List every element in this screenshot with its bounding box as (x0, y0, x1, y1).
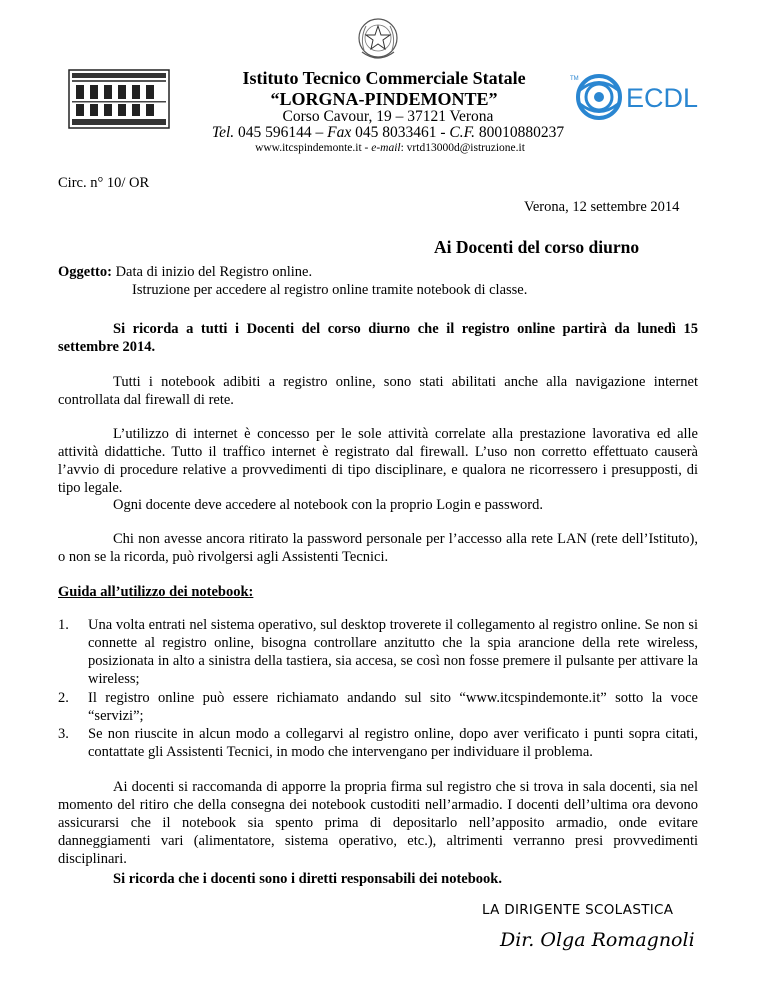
password-paragraph (58, 530, 698, 566)
list-item (58, 616, 698, 688)
trademark-label: TM (570, 76, 579, 82)
notebook-paragraph (58, 373, 698, 409)
circular-number: Circ. n° 10/ OR (58, 175, 150, 191)
responsibility-paragraph (58, 870, 698, 888)
list-item (58, 689, 698, 725)
cf-value: 80010880237 (474, 124, 565, 141)
email-label: e-mail (371, 142, 401, 154)
internet-usage-text: L’utilizzo di internet è concesso per le sole attività correlate alla prestazione lavorativa ed alle attività didattiche. Tutto il traffico internet è registrato dal firewall. L’uso non corretto effettuato causerà l’avvio di procedure relative a provvedimenti di tipo disciplinare, e qualora ne ricorressero i presupposti, di tipo legale. (58, 426, 698, 496)
signatory-title: LA DIRIGENTE SCOLASTICA (482, 902, 674, 918)
list-text: Una volta entrati nel sistema operativo, sul desktop troverete il collegamento al registro online. Se non si connette al registro online, bisogna controllare anzitutto che la spia arancione della rete wireless, posizionata in alto a sinistra della tastiera, sia accesa, se così non fosse premere il pulsante per attivare la wireless; (88, 617, 698, 687)
web-line (170, 142, 610, 154)
website-link[interactable]: www.itcspindemonte.it - (255, 142, 372, 154)
list-number: 3. (58, 726, 69, 742)
subject-line-1: Data di inizio del Registro online. (111, 264, 313, 280)
institute-name: Istituto Tecnico Commerciale Statale (242, 68, 526, 88)
institute-address: Corso Cavour, 19 – 37121 Verona (282, 108, 494, 125)
list-text: Il registro online può essere richiamato andando sul sito “www.itcspindemonte.it” sotto la voce “servizi”; (88, 690, 698, 724)
ecdl-label: ECDL (626, 83, 699, 113)
email-link[interactable]: : vrtd13000d@istruzione.it (400, 142, 525, 154)
list-number: 1. (58, 617, 69, 633)
subject-label: Oggetto: (58, 264, 112, 280)
republic-emblem-icon (354, 14, 402, 66)
start-date-paragraph (58, 320, 698, 356)
recipients-heading: Ai Docenti del corso diurno (434, 237, 640, 257)
login-paragraph (58, 496, 698, 514)
subject-line-2: Istruzione per accedere al registro online tramite notebook di classe. (132, 282, 528, 298)
start-date-text: Si ricorda a tutti i Docenti del corso diurno che il registro online partirà da lunedì 15 settembre 2014. (58, 321, 698, 355)
login-text: Ogni docente deve accedere al notebook con la proprio Login e password. (113, 497, 544, 513)
tel-label: Tel. (211, 124, 235, 141)
document-date: Verona, 12 settembre 2014 (524, 199, 680, 215)
contact-line (188, 124, 588, 142)
list-item (58, 725, 698, 761)
list-text: Se non riuscite in alcun modo a collegarvi al registro online, dopo aver verificato i punti sopra citati, contattate gli Assistenti Tecnici, in modo che intervengano per individuare il problema. (88, 726, 698, 760)
institute-short-name: “LORGNA-PINDEMONTE” (270, 89, 498, 109)
notebook-text: Tutti i notebook adibiti a registro online, sono stati abilitati anche alla navigazione internet controllata dal firewall di rete. (58, 374, 698, 408)
responsibility-text: Si ricorda che i docenti sono i diretti responsabili dei notebook. (113, 871, 502, 887)
tel-value: 045 596144 – (234, 124, 328, 141)
signature-name (498, 918, 695, 958)
guide-title: Guida all’utilizzo dei notebook: (58, 584, 254, 600)
fax-label: Fax (327, 124, 352, 141)
fax-value: 045 8033461 - (351, 124, 450, 141)
list-number: 2. (58, 690, 69, 706)
internet-usage-paragraph (58, 425, 698, 497)
cf-label: C.F. (449, 124, 475, 141)
password-text: Chi non avesse ancora ritirato la password personale per l’accesso alla rete LAN (rete dell’Istituto), o non se la ricorda, può rivolgersi agli Assistenti Tecnici. (58, 531, 698, 565)
signatory-name-text: Dir. Olga Romagnoli (500, 929, 695, 951)
signature-register-text: Ai docenti si raccomanda di apporre la propria firma sul registro che si trova in sala docenti, sia nel momento del ritiro che della consegna dei notebook custoditi nell’armadio. I docenti dell’ultima ora devono assicurarsi che il notebook sia spento prima di depositarlo nell’apposito armadio, onde evitare danneggiamenti vari (alimentatore, sistema operativo, etc.), altrimenti verranno presi provvedimenti disciplinari. (58, 779, 698, 867)
subject-block (58, 263, 527, 299)
signature-register-paragraph (58, 778, 698, 868)
